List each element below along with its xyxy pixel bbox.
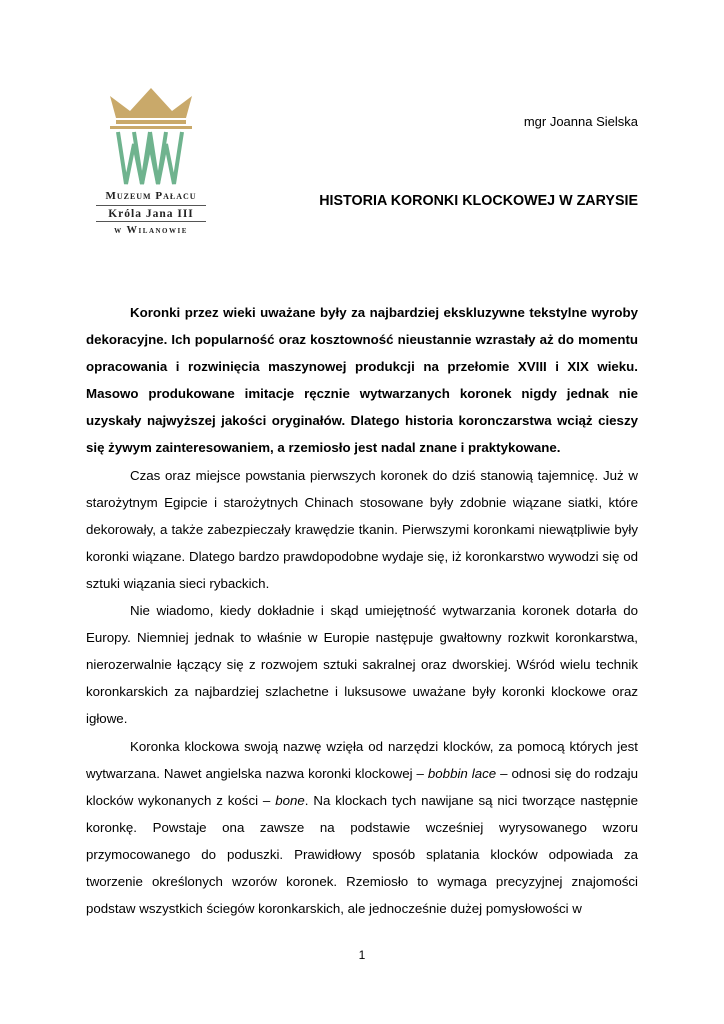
crown-monogram-icon (96, 86, 206, 186)
author-name: mgr Joanna Sielska (523, 114, 638, 129)
paragraph-text: – odnosi się do rodzaju klocków wykonanych z kości – (86, 765, 639, 808)
document-title: HISTORIA KORONKI KLOCKOWEJ W ZARYSIE (319, 193, 638, 209)
logo-line-king: Króla Jana III (96, 205, 206, 222)
document-body (86, 299, 638, 922)
paragraph-text: Koronka klockowa swoją nazwę wzięła od narzędzi klocków, za pomocą których jest wytwarzana. Nawet angielska nazwa koronki klockowej – (86, 738, 638, 781)
paragraph-europe: Nie wiadomo, kiedy dokładnie i skąd umiejętność wytwarzania koronek dotarła do Europy. Niemniej jednak to właśnie w Europie następuje gwałtowny rozkwit koronkarstwa, nierozerwalnie łączący się z rozwojem sztuki sakralnej oraz dworskiej. Wśród wielu technik koronkarskich za najbardziej szlachetne i luksusowe uważane były koronki klockowe oraz igłowe. (86, 603, 638, 727)
logo-line-place: w Wilanowie (114, 225, 188, 236)
paragraph-origins: Czas oraz miejsce powstania pierwszych koronek do dziś stanowią tajemnicę. Już w starożytnym Egipcie i starożytnych Chinach stosowane były zdobnie wiązane siatki, które dekorowały, a także zabezpieczały krawędzie tkanin. Pierwszymi koronkami niewątpliwie były koronki wiązane. Dlatego bardzo prawdopodobne wydaje się, iż koronkarstwo wywodzi się od sztuki wiązania sieci rybackich. (86, 467, 638, 591)
museum-logo (96, 86, 206, 236)
crown-band (116, 120, 186, 124)
logo-line-museum: Muzeum Pałacu (105, 190, 197, 202)
www-monogram-icon (118, 132, 182, 184)
paragraph-bobbin-lace (86, 733, 638, 923)
crown-base (110, 126, 192, 129)
page-number: 1 (358, 948, 366, 962)
paragraph-text: . Na klockach tych nawijane są nici tworzące następnie koronkę. Powstaje ona zawsze na podstawie wcześniej wyrysowanego wzoru przymocowanego do poduszki. Prawidłowy sposób splatania klocków odpowiada za tworzenie określonych wzorów koronek. Rzemiosło to wymaga precyzyjnej znajomości podstaw wszystkich ściegów koronkarskich, ale jednocześnie dużej pomysłowości w (86, 792, 638, 917)
term-bobbin-lace: bobbin lace (427, 765, 497, 781)
term-bone: bone (275, 792, 305, 808)
crown-icon (110, 88, 192, 118)
lead-paragraph: Koronki przez wieki uważane były za najbardziej ekskluzywne tekstylne wyroby dekoracyjne. Ich popularność oraz kosztowność nieustannie wzrastały aż do momentu opracowania i rozwinięcia maszynowej produkcji na przełomie XVIII i XIX wieku. Masowo produkowane imitacje ręcznie wytwarzanych koronek nigdy jednak nie uzyskały najwyższej jakości oryginałów. Dlatego historia koronczarstwa wciąż cieszy się żywym zainteresowaniem, a rzemiosło jest nadal znane i praktykowane. (86, 305, 638, 456)
